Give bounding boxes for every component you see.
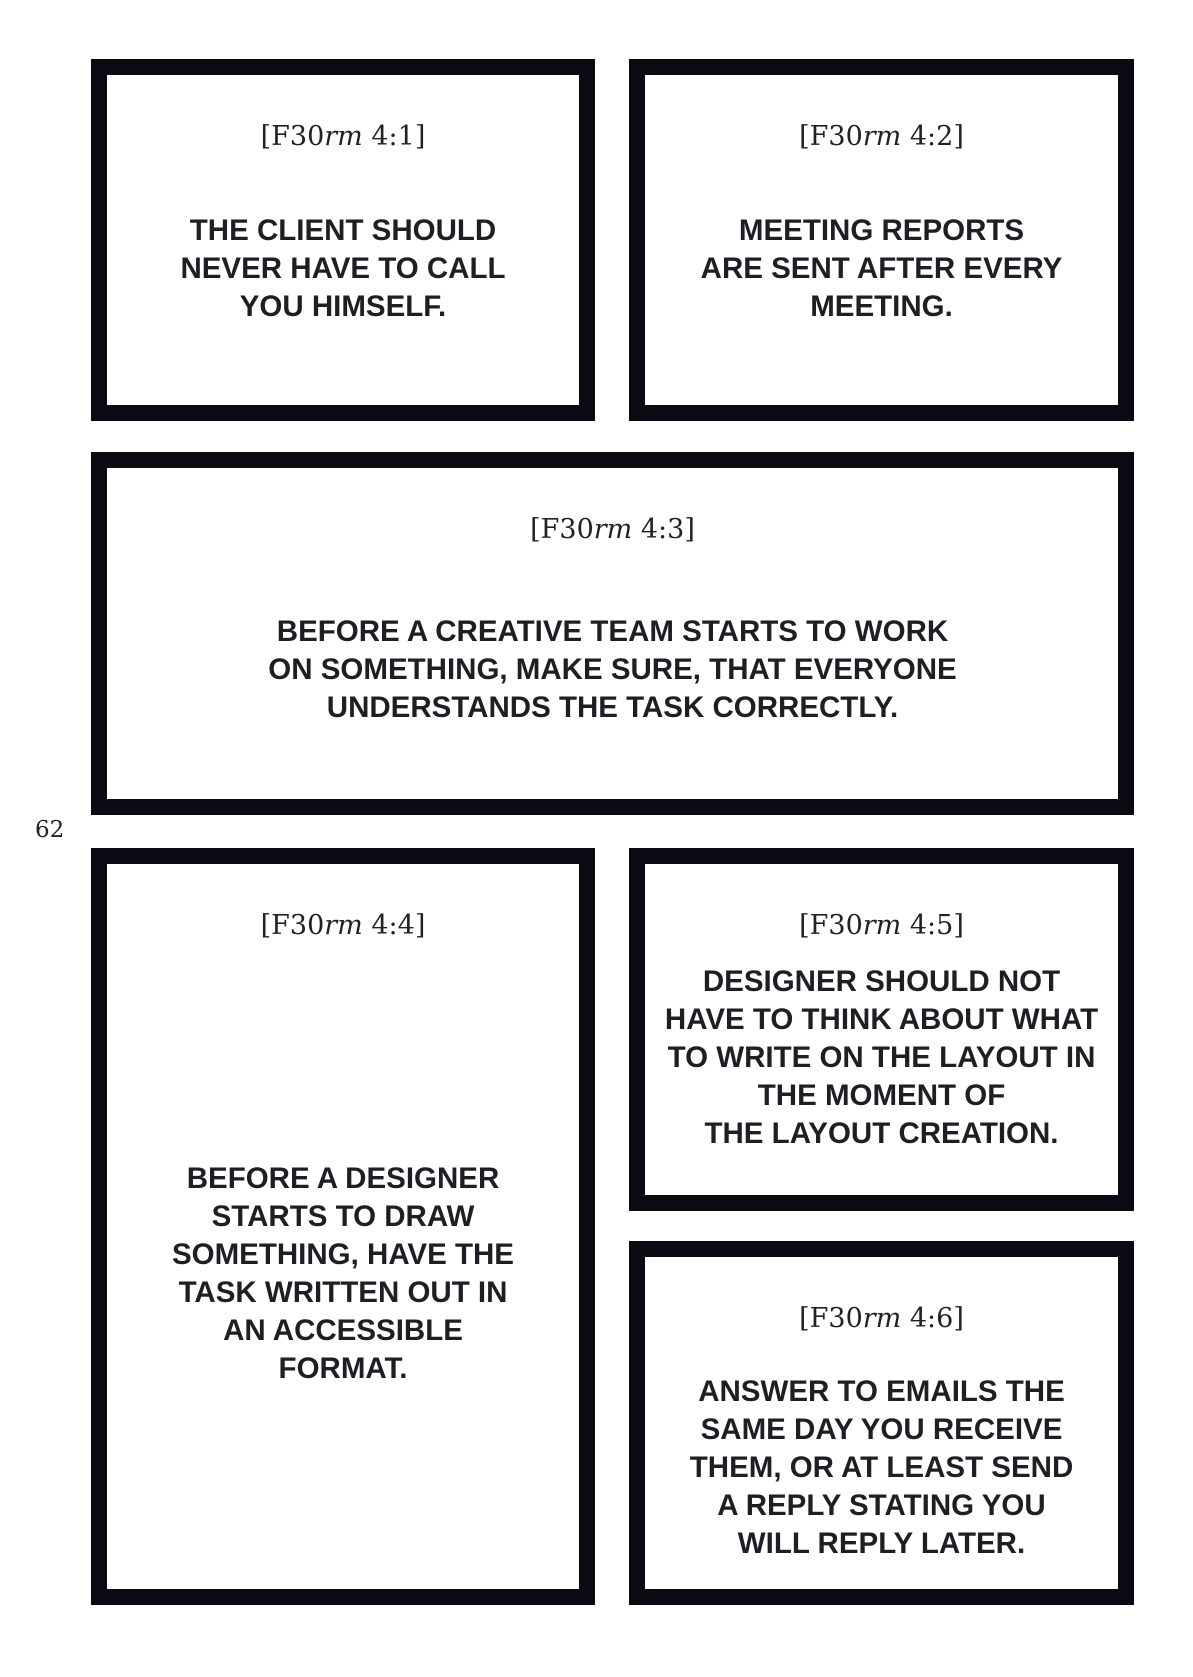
rule-line: MEETING. [810,290,953,323]
code-italic: rm [593,514,633,545]
rule-line: SAME DAY YOU RECEIVE [700,1413,1063,1446]
code-suffix: 4:6] [901,1303,964,1334]
code-suffix: 4:5] [901,910,964,941]
code-italic: rm [324,910,363,941]
rule-card-4-2 [629,59,1134,421]
card-code [645,1303,1118,1334]
rule-line: TASK WRITTEN OUT IN [178,1276,508,1309]
rule-line: UNDERSTANDS THE TASK CORRECTLY. [326,691,899,724]
rule-line: STARTS TO DRAW [211,1200,475,1233]
rule-card-4-6 [629,1241,1134,1605]
rule-line: NEVER HAVE TO CALL [180,252,506,285]
rule-line: DESIGNER SHOULD NOT [702,965,1061,998]
rule-line: AN ACCESSIBLE [223,1314,463,1347]
rule-line: THEM, OR AT LEAST SEND [689,1451,1074,1484]
code-suffix: 4:4] [362,910,426,941]
rule-text [645,1373,1118,1563]
code-prefix: [F30 [530,514,594,545]
rule-text [645,963,1118,1153]
code-suffix: 4:1] [362,121,426,152]
code-italic: rm [324,121,363,152]
rule-card-4-3 [91,452,1134,815]
code-prefix: [F30 [799,1303,863,1334]
code-suffix: 4:2] [901,121,964,152]
code-italic: rm [862,910,902,941]
rule-line: YOU HIMSELF. [239,290,447,323]
card-code [107,121,579,152]
code-prefix: [F30 [799,910,863,941]
card-code [107,514,1118,545]
rule-line: MEETING REPORTS [738,214,1025,247]
rule-text [107,1160,579,1388]
rule-text [107,613,1118,727]
rule-card-4-1 [91,59,595,421]
rule-line: ANSWER TO EMAILS THE [698,1375,1065,1408]
code-prefix: [F30 [260,121,325,152]
rule-line: THE LAYOUT CREATION. [704,1117,1059,1150]
code-prefix: [F30 [260,910,325,941]
rule-card-4-5 [629,848,1134,1211]
rule-line: A REPLY STATING YOU [717,1489,1046,1522]
card-code [645,910,1118,941]
page-number: 62 [35,817,65,843]
rule-line: BEFORE A DESIGNER [186,1162,500,1195]
code-suffix: 4:3] [632,514,695,545]
card-code [645,121,1118,152]
rule-line: HAVE TO THINK ABOUT WHAT [664,1003,1099,1036]
rule-text [645,212,1118,326]
rule-line: SOMETHING, HAVE THE [171,1238,514,1271]
rule-line: THE MOMENT OF [757,1079,1006,1112]
rule-line: BEFORE A CREATIVE TEAM STARTS TO WORK [276,615,949,648]
code-italic: rm [862,1303,902,1334]
card-code [107,910,579,941]
code-italic: rm [862,121,902,152]
rule-line: WILL REPLY LATER. [737,1527,1026,1560]
rule-line: ARE SENT AFTER EVERY [700,252,1063,285]
rule-line: TO WRITE ON THE LAYOUT IN [667,1041,1096,1074]
rule-line: ON SOMETHING, MAKE SURE, THAT EVERYONE [268,653,957,686]
rule-text [107,212,579,326]
rule-line: THE CLIENT SHOULD [189,214,497,247]
rule-card-4-4 [91,848,595,1605]
code-prefix: [F30 [799,121,863,152]
rule-line: FORMAT. [278,1352,408,1385]
